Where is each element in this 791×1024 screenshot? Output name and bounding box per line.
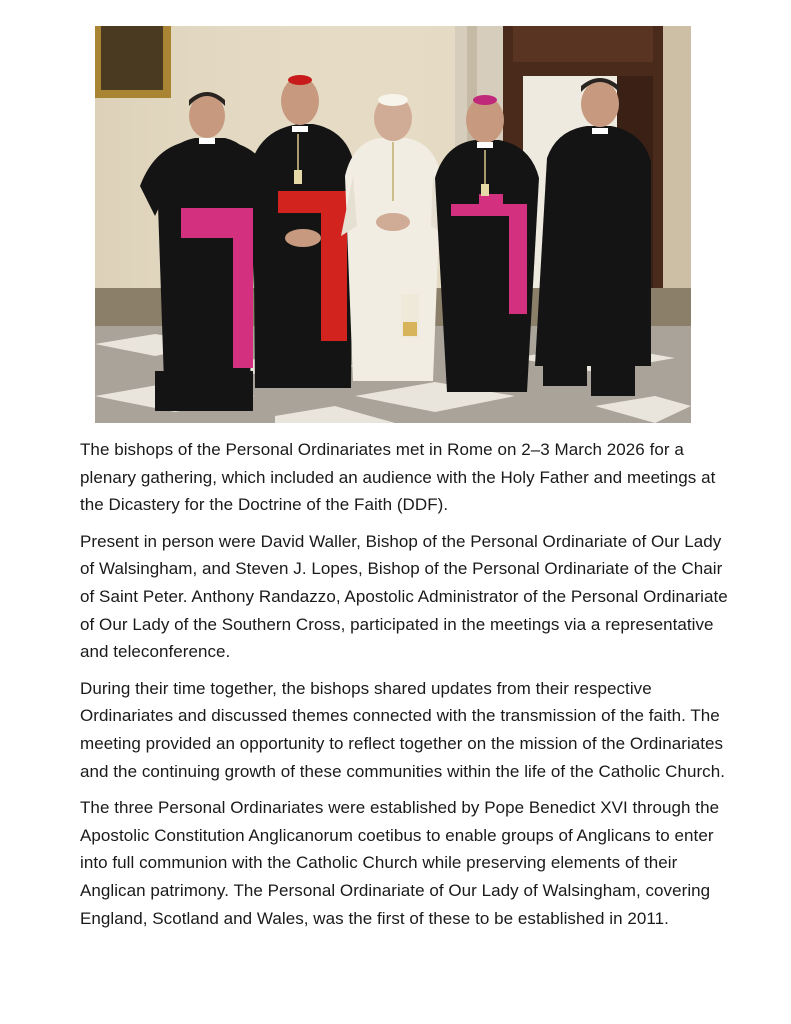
article-body [80, 436, 730, 941]
paragraph: The bishops of the Personal Ordinariates met in Rome on 2–3 March 2026 for a plenary gathering, which included an audience with the Holy Father and meetings at the Dicastery for the Doctrine of the Faith (DDF). [80, 440, 716, 515]
paragraph: During their time together, the bishops shared updates from their respective Ordinariates and discussed themes connected with the transmission of the faith. The meeting provided an opportunity to reflect together on the mission of the Ordinariates and the continuing growth of these communities within the life of the Catholic Church. [80, 678, 725, 781]
group-photo [95, 26, 691, 423]
paragraph: The three Personal Ordinariates were established by Pope Benedict XVI through the Apostolic Constitution Anglicanorum coetibus to enable groups of Anglicans to enter into full communion with the Catholic Church while preserving elements of their Anglican patrimony. The Personal Ordinariate of Our Lady of Walsingham, covering England, Scotland and Wales, was the first of these to be established in 2011. [80, 798, 720, 928]
paragraph: Present in person were David Waller, Bishop of the Personal Ordinariate of Our Lady of Walsingham, and Steven J. Lopes, Bishop of the Personal Ordinariate of the Chair of Saint Peter. Anthony Randazzo, Apostolic Administrator of the Personal Ordinariate of Our Lady of the Southern Cross, participated in the meetings via a representative and teleconference. [80, 531, 728, 662]
